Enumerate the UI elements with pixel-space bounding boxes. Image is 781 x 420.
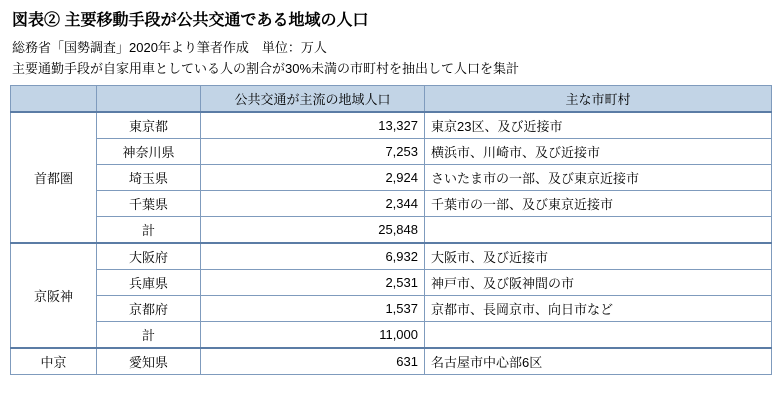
table-header-cities: 主な市町村 — [425, 86, 772, 113]
row-population: 6,932 — [201, 243, 425, 270]
row-pref-label: 大阪府 — [97, 243, 201, 270]
row-cities: 千葉市の一部、及び東京近接市 — [425, 191, 772, 217]
table-header-row — [11, 86, 772, 113]
row-pref-label: 愛知県 — [97, 348, 201, 375]
row-population: 2,924 — [201, 165, 425, 191]
table-header-group — [11, 86, 97, 113]
table-body — [11, 112, 772, 375]
row-cities: 大阪市、及び近接市 — [425, 243, 772, 270]
row-cities: 神戸市、及び阪神間の市 — [425, 270, 772, 296]
row-cities: さいたま市の一部、及び東京近接市 — [425, 165, 772, 191]
table-header — [11, 86, 772, 113]
row-pref-label: 東京都 — [97, 112, 201, 139]
row-cities: 横浜市、川崎市、及び近接市 — [425, 139, 772, 165]
row-pref-label: 千葉県 — [97, 191, 201, 217]
row-population: 2,344 — [201, 191, 425, 217]
table-row — [11, 191, 772, 217]
table-row — [11, 217, 772, 244]
table-row — [11, 243, 772, 270]
row-pref-label: 京都府 — [97, 296, 201, 322]
row-population: 631 — [201, 348, 425, 375]
table-row — [11, 322, 772, 349]
row-pref-label: 埼玉県 — [97, 165, 201, 191]
row-cities: 名古屋市中心部6区 — [425, 348, 772, 375]
row-pref-label: 計 — [97, 217, 201, 244]
row-population: 25,848 — [201, 217, 425, 244]
table-header-pref — [97, 86, 201, 113]
population-table — [10, 85, 772, 375]
row-pref-label: 計 — [97, 322, 201, 349]
row-population: 2,531 — [201, 270, 425, 296]
row-cities: 京都市、長岡京市、向日市など — [425, 296, 772, 322]
table-header-population: 公共交通が主流の地域人口 — [201, 86, 425, 113]
table-row — [11, 165, 772, 191]
row-population: 7,253 — [201, 139, 425, 165]
row-population: 13,327 — [201, 112, 425, 139]
row-group-label: 中京 — [11, 348, 97, 375]
table-row — [11, 112, 772, 139]
row-pref-label: 兵庫県 — [97, 270, 201, 296]
table-row — [11, 270, 772, 296]
source-line: 総務省「国勢調査」2020年より筆者作成 単位：万人 — [12, 40, 327, 55]
row-population: 11,000 — [201, 322, 425, 349]
row-cities — [425, 322, 772, 349]
row-cities: 東京23区、及び近接市 — [425, 112, 772, 139]
row-group-label: 首都圏 — [11, 112, 97, 243]
page-title: 図表② 主要移動手段が公共交通である地域の人口 — [12, 12, 369, 29]
note-line: 主要通勤手段が自家用車としている人の割合が30%未満の市町村を抽出して人口を集計 — [12, 61, 520, 76]
row-group-label: 京阪神 — [11, 243, 97, 348]
row-cities — [425, 217, 772, 244]
table-row — [11, 348, 772, 375]
table-row — [11, 296, 772, 322]
table-row — [11, 139, 772, 165]
row-population: 1,537 — [201, 296, 425, 322]
row-pref-label: 神奈川県 — [97, 139, 201, 165]
